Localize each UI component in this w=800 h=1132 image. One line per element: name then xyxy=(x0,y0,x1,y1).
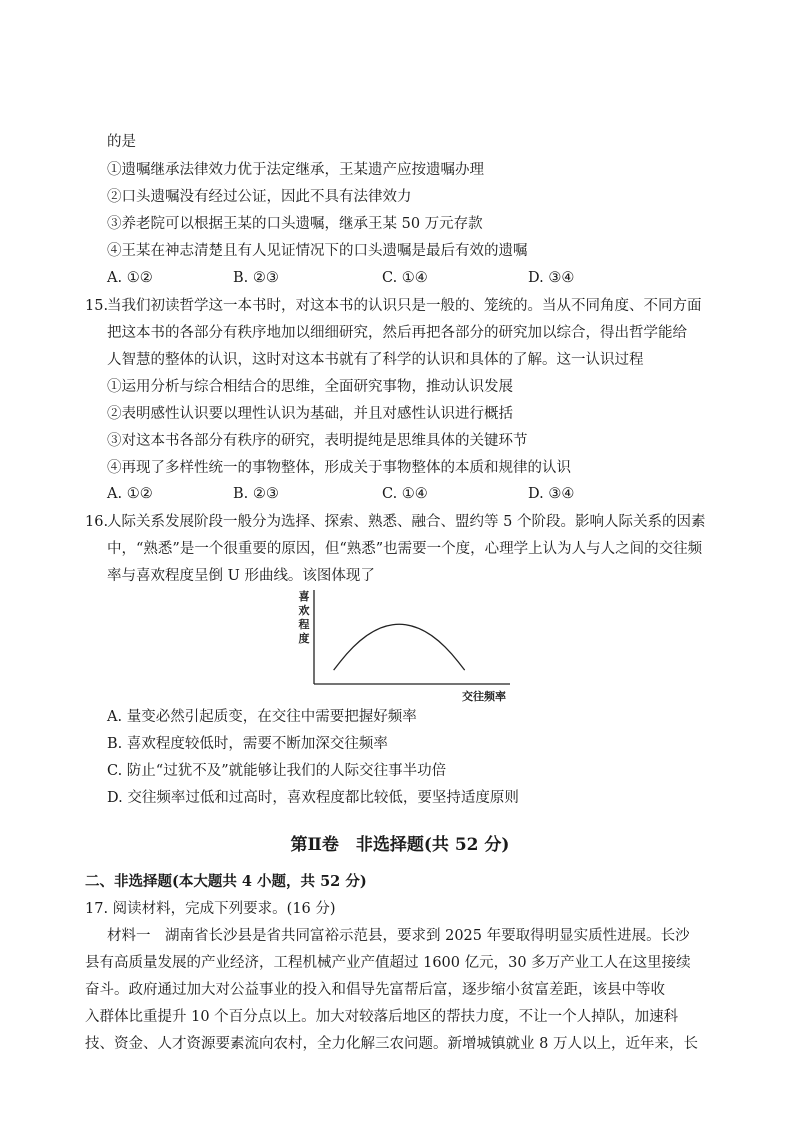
inverted-u-chart xyxy=(290,586,520,704)
q15-option-c: C. ①④ xyxy=(382,486,428,502)
q15-options xyxy=(0,484,800,504)
material-line-5: 技、资金、人才资源要素流向农村，全力化解三农问题。新增城镇就业 8 万人以上，近年来，长 xyxy=(85,1036,698,1052)
q14-statement-3: ③养老院可以根据王某的口头遗嘱，继承王某 50 万元存款 xyxy=(107,216,483,232)
material-line-4: 入群体比重提升 10 个百分点以上。加大对较落后地区的帮扶力度，不让一个人掉队，加速科 xyxy=(85,1009,679,1025)
q16-choice-a: A. 量变必然引起质变，在交往中需要把握好频率 xyxy=(107,709,417,725)
material-line-1: 材料一 湖南省长沙县是省共同富裕示范县，要求到 2025 年要取得明显实质性进展。长沙 xyxy=(107,928,690,944)
part2-section-heading: 二、非选择题(本大题共 4 小题，共 52 分) xyxy=(85,873,367,890)
y-axis-label-char: 喜 xyxy=(298,590,310,603)
q16-number: 16. xyxy=(85,514,109,530)
q15-stem-line-2: 把这本书的各部分有秩序地加以细细研究，然后再把各部分的研究加以综合，得出哲学能给 xyxy=(107,325,687,341)
q14-stem-tail: 的是 xyxy=(107,134,136,150)
q14-options xyxy=(0,268,800,288)
q14-statement-1: ①遗嘱继承法律效力优于法定继承，王某遗产应按遗嘱办理 xyxy=(107,162,484,178)
q15-statement-3: ③对这本书各部分有秩序的研究，表明提纯是思维具体的关键环节 xyxy=(107,433,528,449)
q17-heading: 17. 阅读材料，完成下列要求。(16 分) xyxy=(85,901,336,917)
q15-number: 15. xyxy=(85,298,109,314)
q16-stem-line-1: 人际关系发展阶段一般分为选择、探索、熟悉、融合、盟约等 5 个阶段。影响人际关系的因素 xyxy=(107,514,706,530)
q16-choice-d: D. 交往频率过低和过高时，喜欢程度都比较低，要坚持适度原则 xyxy=(107,790,519,806)
y-axis-label-char: 欢 xyxy=(298,604,310,617)
material-line-2: 县有高质量发展的产业经济，工程机械产业产值超过 1600 亿元，30 多万产业工人在这里接续 xyxy=(85,955,691,971)
q15-option-b: B. ②③ xyxy=(233,486,279,502)
q15-stem-line-3: 人智慧的整体的认识，这时对这本书就有了科学的认识和具体的了解。这一认识过程 xyxy=(107,352,644,368)
inverted-u-curve xyxy=(334,624,465,670)
q14-statement-4: ④王某在神志清楚且有人见证情况下的口头遗嘱是最后有效的遗嘱 xyxy=(107,243,528,259)
x-axis-label: 交往频率 xyxy=(462,690,506,703)
y-axis-label xyxy=(299,589,310,645)
q15-statement-2: ②表明感性认识要以理性认识为基础，并且对感性认识进行概括 xyxy=(107,406,513,422)
q14-statement-2: ②口头遗嘱没有经过公证，因此不具有法律效力 xyxy=(107,189,412,205)
q15-statement-1: ①运用分析与综合相结合的思维，全面研究事物，推动认识发展 xyxy=(107,379,513,395)
q14-option-d: D. ③④ xyxy=(528,270,575,286)
y-axis-label-char: 度 xyxy=(298,632,310,645)
q15-statement-4: ④再现了多样性统一的事物整体，形成关于事物整体的本质和规律的认识 xyxy=(107,460,571,476)
q16-choice-b: B. 喜欢程度较低时，需要不断加深交往频率 xyxy=(107,736,388,752)
q15-option-a: A. ①② xyxy=(107,486,153,502)
y-axis-label-char: 程 xyxy=(298,618,310,631)
part2-title: 第Ⅱ卷 非选择题(共 52 分) xyxy=(290,835,510,855)
q14-option-c: C. ①④ xyxy=(382,270,428,286)
q15-stem-line-1: 当我们初读哲学这一本书时，对这本书的认识只是一般的、笼统的。当从不同角度、不同方面 xyxy=(107,298,702,314)
q14-option-a: A. ①② xyxy=(107,270,153,286)
q16-stem-line-2: 中，“熟悉”是一个很重要的原因，但“熟悉”也需要一个度，心理学上认为人与人之间的交往频 xyxy=(107,541,703,557)
q14-option-b: B. ②③ xyxy=(233,270,279,286)
q16-choice-c: C. 防止“过犹不及”就能够让我们的人际交往事半功倍 xyxy=(107,763,447,779)
material-line-3: 奋斗。政府通过加大对公益事业的投入和倡导先富帮后富，逐步缩小贫富差距，该县中等收 xyxy=(85,982,665,998)
q15-option-d: D. ③④ xyxy=(528,486,575,502)
q16-stem-line-3: 率与喜欢程度呈倒 U 形曲线。该图体现了 xyxy=(107,568,375,584)
